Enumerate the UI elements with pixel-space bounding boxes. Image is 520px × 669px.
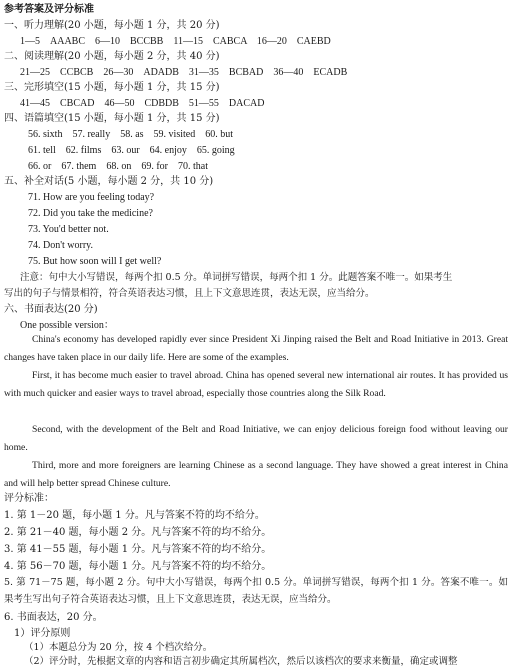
writing-heading: 六、书面表达(20 分)	[4, 304, 98, 315]
dialogue-note-line-2: 写出的句子与情景相符，符合英语表达习惯，且上下文意思连贯，表达无误，应当给分。	[4, 288, 375, 299]
reading-answers: 21—25 CCBCB 26—30 ADADB 31—35 BCBAD 36—40 ECADB	[20, 67, 348, 78]
grammar-heading: 四、语篇填空(15 小题，每小题 1 分，共 15 分)	[4, 113, 220, 124]
scoring-principle-1: （1）本题总分为 20 分，按 4 个档次给分。	[24, 642, 213, 653]
grammar-answers-row-1: 56. sixth 57. really 58. as 59. visited 60. but	[28, 129, 233, 140]
dialogue-answer-72: 72. Did you take the medicine?	[28, 208, 153, 219]
scoring-principles-heading: 1）评分原则	[14, 628, 71, 639]
dialogue-answer-75: 75. But how soon will I get well?	[28, 256, 162, 267]
scoring-rule-4: 4. 第 56－70 题，每小题 1 分。凡与答案不符的均不给分。	[4, 561, 272, 572]
cloze-answers: 41—45 CBCAD 46—50 CDBDB 51—55 DACAD	[20, 98, 265, 109]
essay-paragraph-4: Third, more and more foreigners are learning Chinese as a second language. They have showed a great interest in China and will help better spread Chinese culture.	[4, 460, 508, 489]
dialogue-answer-73: 73. You'd better not.	[28, 224, 109, 235]
scoring-rule-3: 3. 第 41－55 题，每小题 1 分。凡与答案不符的均不给分。	[4, 544, 272, 555]
writing-intro: One possible version：	[20, 320, 114, 331]
grammar-answers-row-3: 66. or 67. them 68. on 69. for 70. that	[28, 161, 208, 172]
page-title: 参考答案及评分标准	[4, 4, 94, 15]
scoring-rule-6: 6. 书面表达，20 分。	[4, 612, 103, 623]
listening-answers: 1—5 AAABC 6—10 BCCBB 11—15 CABCA 16—20 CAEBD	[20, 36, 331, 47]
reading-heading: 二、阅读理解(20 小题，每小题 2 分，共 40 分)	[4, 51, 220, 62]
scoring-rule-1: 1. 第 1－20 题，每小题 1 分。凡与答案不符的均不给分。	[4, 510, 265, 521]
cloze-heading: 三、完形填空(15 小题，每小题 1 分，共 15 分)	[4, 82, 220, 93]
dialogue-heading: 五、补全对话(5 小题，每小题 2 分，共 10 分)	[4, 176, 214, 187]
grammar-answers-row-2: 61. tell 62. films 63. our 64. enjoy 65. going	[28, 145, 235, 156]
dialogue-note-line-1: 注意：句中大小写错误，每两个扣 0.5 分。单词拼写错误，每两个扣 1 分。此题答案不唯一。如果考生	[20, 272, 453, 283]
scoring-principle-2: （2）评分时，先根据文章的内容和语言初步确定其所属档次，然后以该档次的要求来衡量，确定或调整	[24, 656, 458, 667]
scoring-heading: 评分标准：	[4, 493, 54, 504]
listening-heading: 一、听力理解(20 小题，每小题 1 分，共 20 分)	[4, 20, 220, 31]
scoring-rule-2: 2. 第 21－40 题，每小题 2 分。凡与答案不符的均不给分。	[4, 527, 272, 538]
essay-paragraph-2: First, it has become much easier to travel abroad. China has opened several new international air routes. It has provided us with much quicker and easier ways to travel abroad, especially those countries along the Silk Road.	[4, 370, 508, 399]
scoring-rule-5: 5. 第 71－75 题，每小题 2 分。句中大小写错误，每两个扣 0.5 分。单词拼写错误，每两个扣 1 分。答案不唯一。如果考生写出句子符合英语表达习惯，且上下文意思连贯，表达无误，应当给分。	[4, 577, 508, 605]
essay-paragraph-3: Second, with the development of the Belt and Road Initiative, we can enjoy delicious foreign food without leaving our home.	[4, 424, 508, 453]
dialogue-answer-71: 71. How are you feeling today?	[28, 192, 155, 203]
dialogue-answer-74: 74. Don't worry.	[28, 240, 94, 251]
essay-paragraph-1: China's economy has developed rapidly ever since President Xi Jinping raised the Belt and Road Initiative in 2013. Great changes have taken place in our daily life. Here are some of the examples.	[4, 334, 508, 363]
